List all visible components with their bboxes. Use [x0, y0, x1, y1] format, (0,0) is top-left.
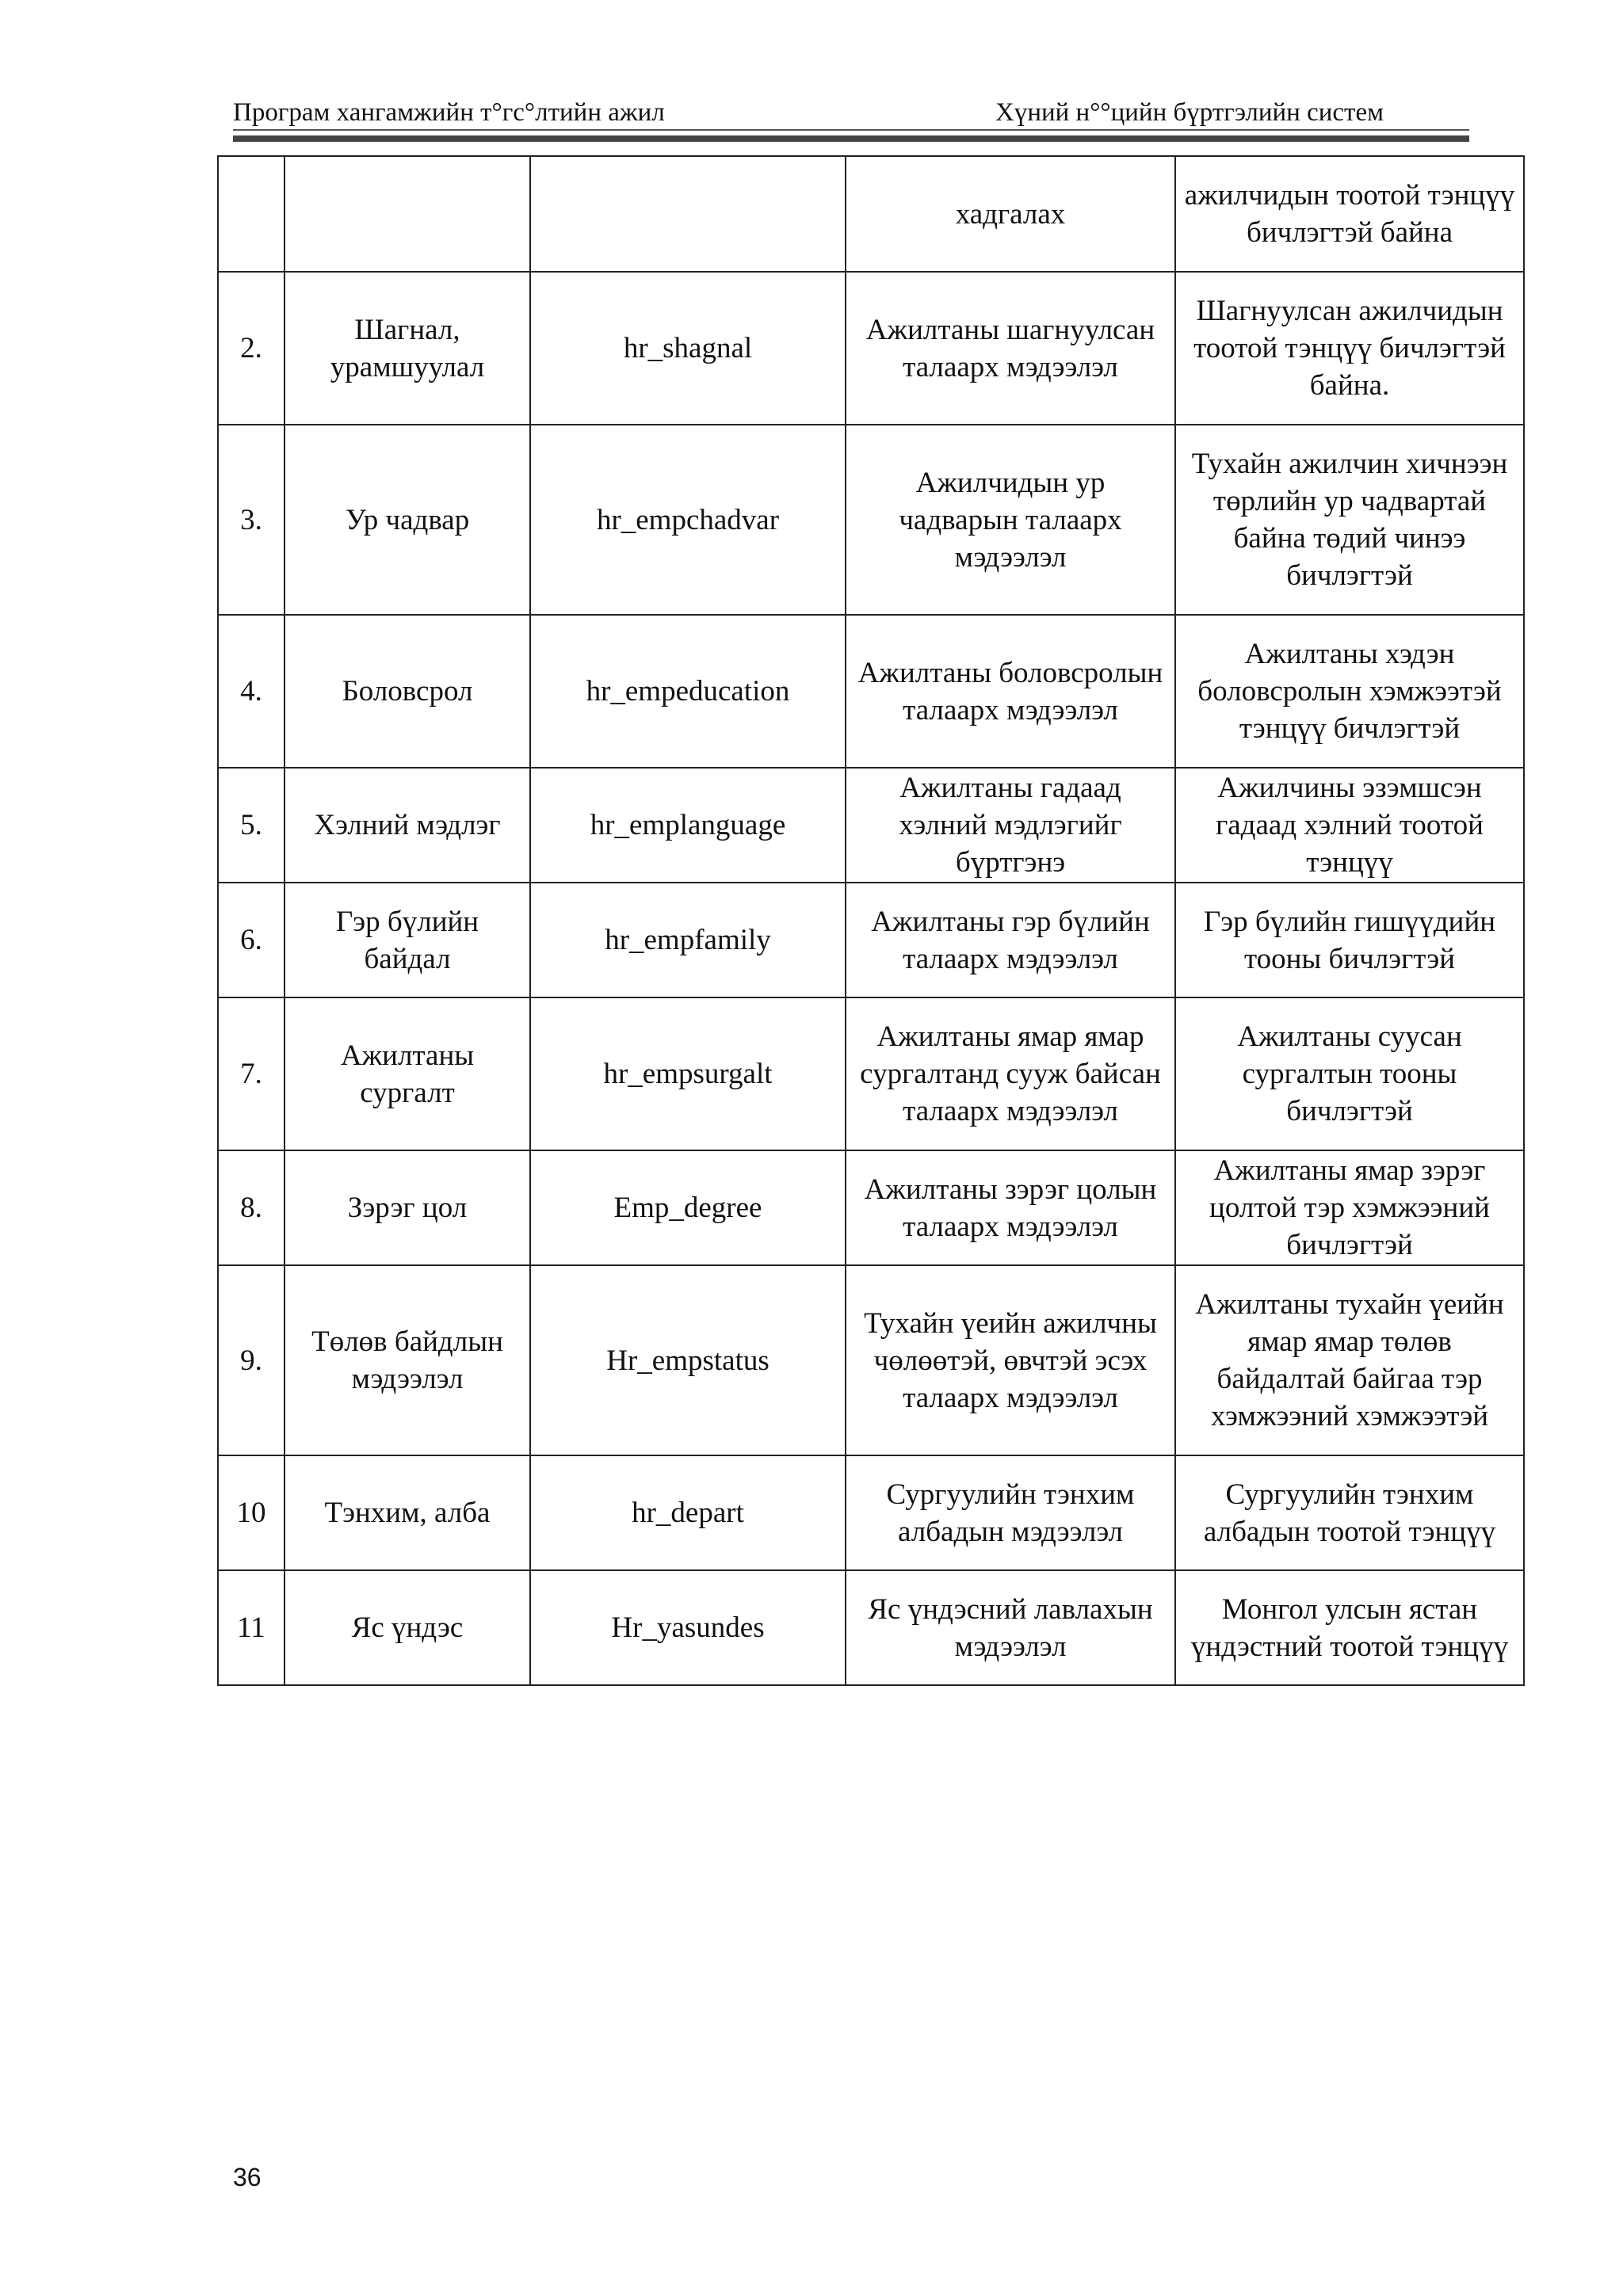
row-number-cell: 11: [218, 1570, 285, 1685]
table-code-cell: Hr_yasundes: [530, 1570, 846, 1685]
row-number-cell: 7.: [218, 997, 285, 1150]
header-rule-thick: [233, 135, 1469, 142]
table-name-cell: Ажилтаны сургалт: [285, 997, 530, 1150]
description-cell: Ажилтаны гадаад хэлний мэдлэгийг бүртгэнэ: [846, 768, 1175, 883]
page-number: 36: [233, 2163, 262, 2191]
table-row: [218, 997, 1524, 1150]
description-cell: Ажилтаны зэрэг цолын талаарх мэдээлэл: [846, 1150, 1175, 1265]
description-cell: Ажилтаны ямар ямар сургалтанд сууж байсан талаарх мэдээлэл: [846, 997, 1175, 1150]
tables-description-table: [217, 155, 1525, 1686]
table-code-cell: hr_shagnal: [530, 272, 846, 425]
description-cell: Ажилчидын ур чадварын талаарх мэдээлэл: [846, 425, 1175, 615]
note-cell: ажилчидын тоотой тэнцүү бичлэгтэй байна: [1175, 156, 1524, 272]
note-cell: Гэр бүлийн гишүүдийн тооны бичлэгтэй: [1175, 883, 1524, 997]
table-row: [218, 1265, 1524, 1455]
table-name-cell: Шагнал, урамшуулал: [285, 272, 530, 425]
table-code-cell: hr_empeducation: [530, 615, 846, 768]
description-cell: Ажилтаны гэр бүлийн талаарх мэдээлэл: [846, 883, 1175, 997]
description-cell: Ажилтаны боловсролын талаарх мэдээлэл: [846, 615, 1175, 768]
table-name-cell: [285, 156, 530, 272]
table-row: [218, 1150, 1524, 1265]
table-row: [218, 156, 1524, 272]
note-cell: Сургуулийн тэнхим албадын тоотой тэнцүү: [1175, 1455, 1524, 1570]
table-row: [218, 883, 1524, 997]
table-code-cell: Hr_empstatus: [530, 1265, 846, 1455]
table-code-cell: hr_depart: [530, 1455, 846, 1570]
table-code-cell: hr_emplanguage: [530, 768, 846, 883]
table-code-cell: Emp_degree: [530, 1150, 846, 1265]
table-row: [218, 272, 1524, 425]
header-document-title: Програм хангамжийн т°гс°лтийн ажил: [233, 98, 665, 127]
table-row: [218, 1455, 1524, 1570]
note-cell: Шагнуулсан ажилчидын тоотой тэнцүү бичлэгтэй байна.: [1175, 272, 1524, 425]
row-number-cell: 5.: [218, 768, 285, 883]
table-code-cell: hr_empsurgalt: [530, 997, 846, 1150]
table-name-cell: Боловсрол: [285, 615, 530, 768]
description-cell: Яс үндэсний лавлахын мэдээлэл: [846, 1570, 1175, 1685]
table-name-cell: Ур чадвар: [285, 425, 530, 615]
row-number-cell: 4.: [218, 615, 285, 768]
table-row: [218, 615, 1524, 768]
row-number-cell: [218, 156, 285, 272]
row-number-cell: 2.: [218, 272, 285, 425]
note-cell: Тухайн ажилчин хичнээн төрлийн ур чадвартай байна төдий чинээ бичлэгтэй: [1175, 425, 1524, 615]
table-code-cell: hr_empfamily: [530, 883, 846, 997]
row-number-cell: 10: [218, 1455, 285, 1570]
description-cell: хадгалах: [846, 156, 1175, 272]
description-cell: Сургуулийн тэнхим албадын мэдээлэл: [846, 1455, 1175, 1570]
note-cell: Ажилчины эзэмшсэн гадаад хэлний тоотой тэнцүү: [1175, 768, 1524, 883]
description-cell: Тухайн үеийн ажилчны чөлөөтэй, өвчтэй эсэх талаарх мэдээлэл: [846, 1265, 1175, 1455]
row-number-cell: 8.: [218, 1150, 285, 1265]
table-name-cell: Зэрэг цол: [285, 1150, 530, 1265]
table-name-cell: Хэлний мэдлэг: [285, 768, 530, 883]
header-system-title: Хүний н°°цийн бүртгэлийн систем: [995, 98, 1384, 127]
note-cell: Ажилтаны суусан сургалтын тооны бичлэгтэй: [1175, 997, 1524, 1150]
table-name-cell: Яс үндэс: [285, 1570, 530, 1685]
note-cell: Ажилтаны ямар зэрэг цолтой тэр хэмжээний бичлэгтэй: [1175, 1150, 1524, 1265]
description-cell: Ажилтаны шагнуулсан талаарх мэдээлэл: [846, 272, 1175, 425]
table-name-cell: Тэнхим, алба: [285, 1455, 530, 1570]
row-number-cell: 9.: [218, 1265, 285, 1455]
note-cell: Монгол улсын ястан үндэстний тоотой тэнцүү: [1175, 1570, 1524, 1685]
row-number-cell: 3.: [218, 425, 285, 615]
table-name-cell: Төлөв байдлын мэдээлэл: [285, 1265, 530, 1455]
row-number-cell: 6.: [218, 883, 285, 997]
table-name-cell: Гэр бүлийн байдал: [285, 883, 530, 997]
table-code-cell: hr_empchadvar: [530, 425, 846, 615]
table-row: [218, 768, 1524, 883]
note-cell: Ажилтаны хэдэн боловсролын хэмжээтэй тэнцүү бичлэгтэй: [1175, 615, 1524, 768]
note-cell: Ажилтаны тухайн үеийн ямар ямар төлөв байдалтай байгаа тэр хэмжээний хэмжээтэй: [1175, 1265, 1524, 1455]
header-rule-thin: [233, 129, 1469, 131]
table-row: [218, 1570, 1524, 1685]
table-code-cell: [530, 156, 846, 272]
table-row: [218, 425, 1524, 615]
